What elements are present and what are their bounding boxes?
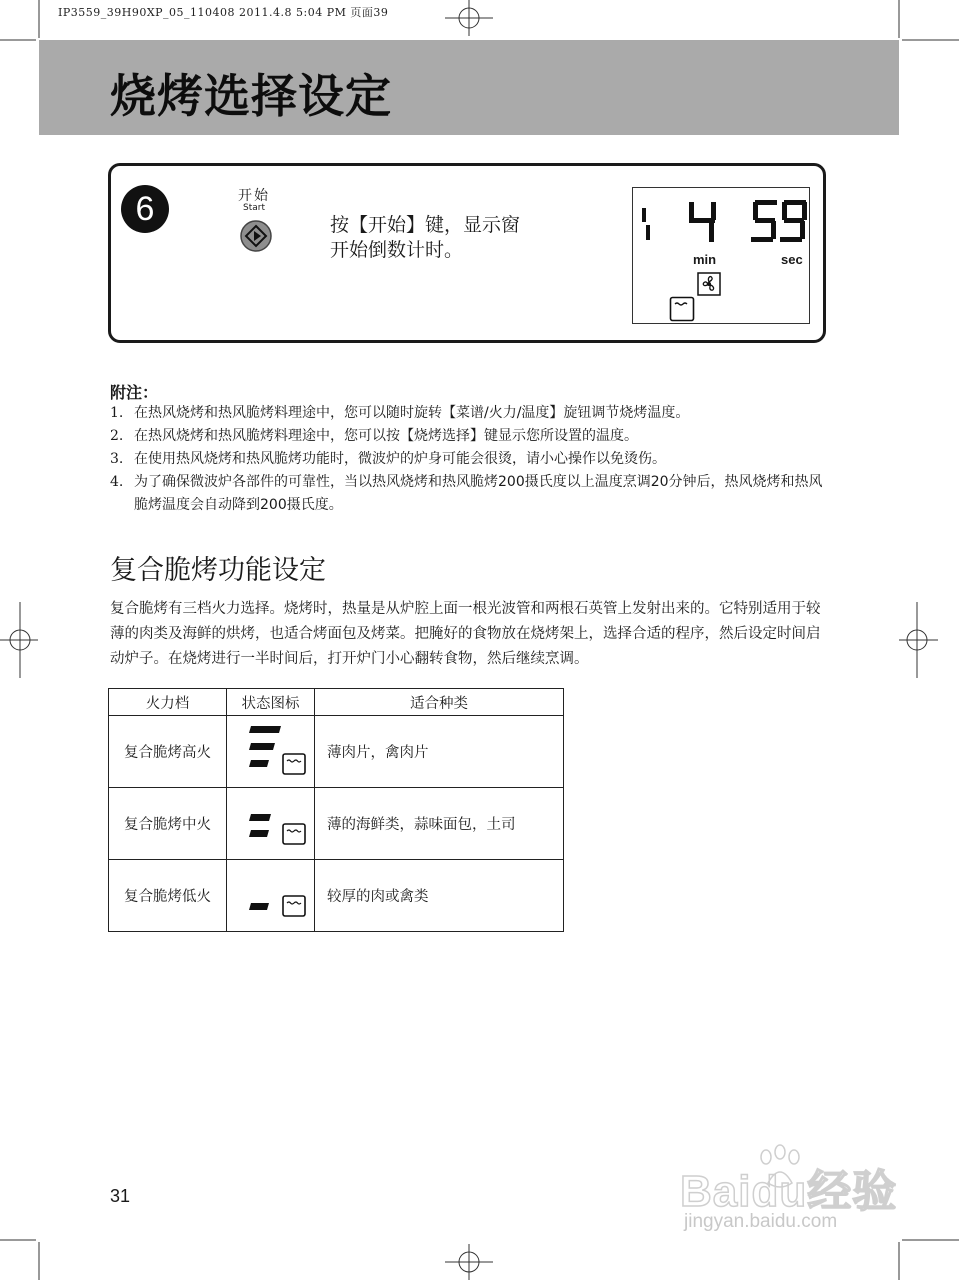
digit-9 <box>780 200 807 242</box>
table-row <box>109 788 564 860</box>
step-instruction-line2: 开始倒数计时。 <box>330 239 464 261</box>
oven-icon <box>669 296 695 322</box>
table-cell-level: 复合脆烤中火 <box>109 788 227 860</box>
table-cell-food: 薄的海鲜类，蒜味面包，土司 <box>315 788 564 860</box>
lcd-min-label: min <box>693 252 717 267</box>
list-item: 3. 在使用热风烧烤和热风脆烤功能时，微波炉的炉身可能会很烫，请小心操作以免烫伤。 <box>110 451 666 467</box>
table-cell-level: 复合脆烤低火 <box>109 860 227 932</box>
page-title: 烧烤选择设定 <box>110 69 392 123</box>
table-header-row <box>109 689 564 716</box>
digit-1-upper <box>642 208 646 222</box>
start-button-icon <box>239 219 273 253</box>
section-paragraph: 复合脆烤有三档火力选择。烧烤时，热量是从炉腔上面一根光波管和两根石英管上发射出来的。它特别适用于较薄的肉类及海鲜的烘烤，也适合烤面包及烤菜。把腌好的食物放在烧烤架上，选择合适的程序，然后设定时间启动炉子。在烧烤进行一半时间后，打开炉门小心翻转食物，然后继续烹调。 <box>110 601 821 667</box>
step-number-badge: 6 <box>121 185 169 233</box>
watermark-url: jingyan.baidu.com <box>684 1211 838 1232</box>
print-header: IP3559_39H90XP_05_110408 2011.4.8 5:04 PM 页面39 <box>58 6 389 19</box>
table-row <box>109 860 564 932</box>
digit-1-lower <box>646 225 650 240</box>
watermark-brand: Baidu经验 <box>680 1167 898 1216</box>
table-cell-food: 较厚的肉或禽类 <box>315 860 564 932</box>
power-low-icon <box>227 860 314 927</box>
list-item: 4. 为了确保微波炉各部件的可靠性，当以热风烧烤和热风脆烤200摄氏度以上温度烹调20分钟后，热风烧烤和热风脆烤温度会自动降到200摄氏度。 <box>110 474 823 513</box>
table-cell-icon <box>227 860 315 932</box>
table-header-icon: 状态图标 <box>227 689 315 716</box>
table-cell-level: 复合脆烤高火 <box>109 716 227 788</box>
digit-4 <box>689 202 716 242</box>
list-item: 1. 在热风烧烤和热风脆烤料理途中，您可以随时旋转【菜谱/火力/温度】旋钮调节烧烤温度。 <box>110 405 690 421</box>
page-number: 31 <box>110 1186 131 1206</box>
table-cell-food: 薄肉片，禽肉片 <box>315 716 564 788</box>
table-header-food: 适合种类 <box>315 689 564 716</box>
table-row <box>109 716 564 788</box>
notes-title: 附注： <box>110 383 159 402</box>
start-label-en: Start <box>243 203 265 213</box>
step-instruction-line1: 按【开始】键，显示窗 <box>330 214 521 236</box>
lcd-display <box>632 187 810 324</box>
list-item: 2. 在热风烧烤和热风脆烤料理途中，您可以按【烧烤选择】键显示您所设置的温度。 <box>110 428 638 444</box>
section-title: 复合脆烤功能设定 <box>110 555 326 586</box>
power-level-table <box>108 688 564 932</box>
power-high-icon <box>227 716 314 783</box>
fan-icon <box>697 272 721 296</box>
lcd-sec-label: sec <box>781 252 803 267</box>
start-label-cn: 开始 <box>238 188 270 204</box>
table-cell-icon <box>227 716 315 788</box>
notes-list <box>110 402 830 517</box>
step-instruction <box>330 213 520 263</box>
baidu-watermark <box>680 1145 920 1245</box>
table-header-level: 火力档 <box>109 689 227 716</box>
digit-5 <box>751 200 777 242</box>
table-cell-icon <box>227 788 315 860</box>
power-medium-icon <box>227 788 314 855</box>
